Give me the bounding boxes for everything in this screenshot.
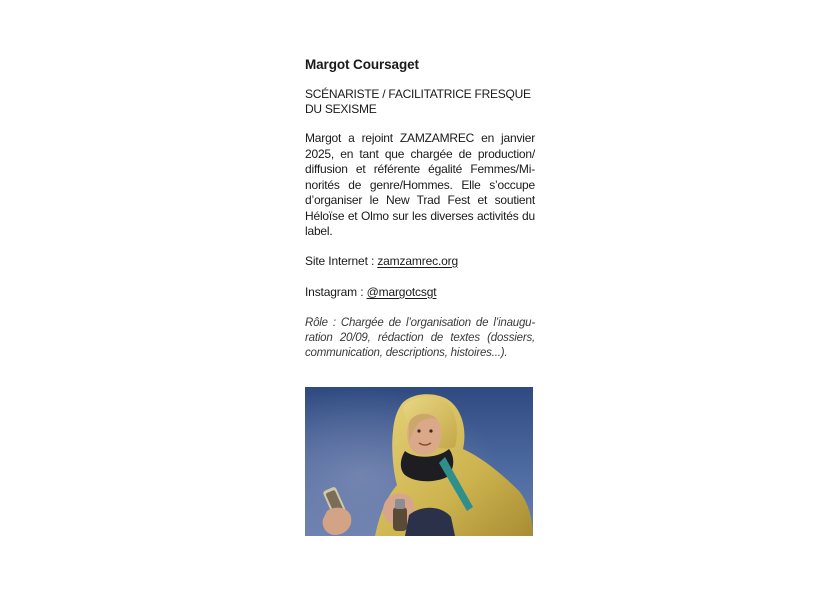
- instagram-label: Instagram :: [305, 284, 367, 299]
- profile-photo: [305, 387, 533, 536]
- website-line: [305, 254, 535, 269]
- instagram-line: [305, 285, 535, 300]
- profile-name: Margot Coursaget: [305, 57, 419, 72]
- instagram-link[interactable]: @margotcsgt: [366, 284, 437, 299]
- website-label: Site Internet :: [305, 253, 378, 268]
- profile-bio: Margot a rejoint ZAMZAMREC en janvier 2025, en tant que chargée de production/ diffusion et référente égalité Femmes/Mi- norités de genre/Hommes. Elle s’occupe d’organiser le New Trad Fest et soutient Héloïse et Olmo sur les diverses activités du label.: [305, 131, 535, 238]
- profile-role-title: SCÉNARISTE / FACILITATRICE FRESQUE DU SEXISME: [305, 87, 531, 116]
- role-note: Rôle : Chargée de l’organisation de l’inaugu- ration 20/09, rédaction de textes (dossiers, communication, descriptions, histoires...).: [305, 316, 535, 359]
- profile-column: [305, 56, 535, 378]
- website-link[interactable]: zamzamrec.org: [377, 253, 459, 268]
